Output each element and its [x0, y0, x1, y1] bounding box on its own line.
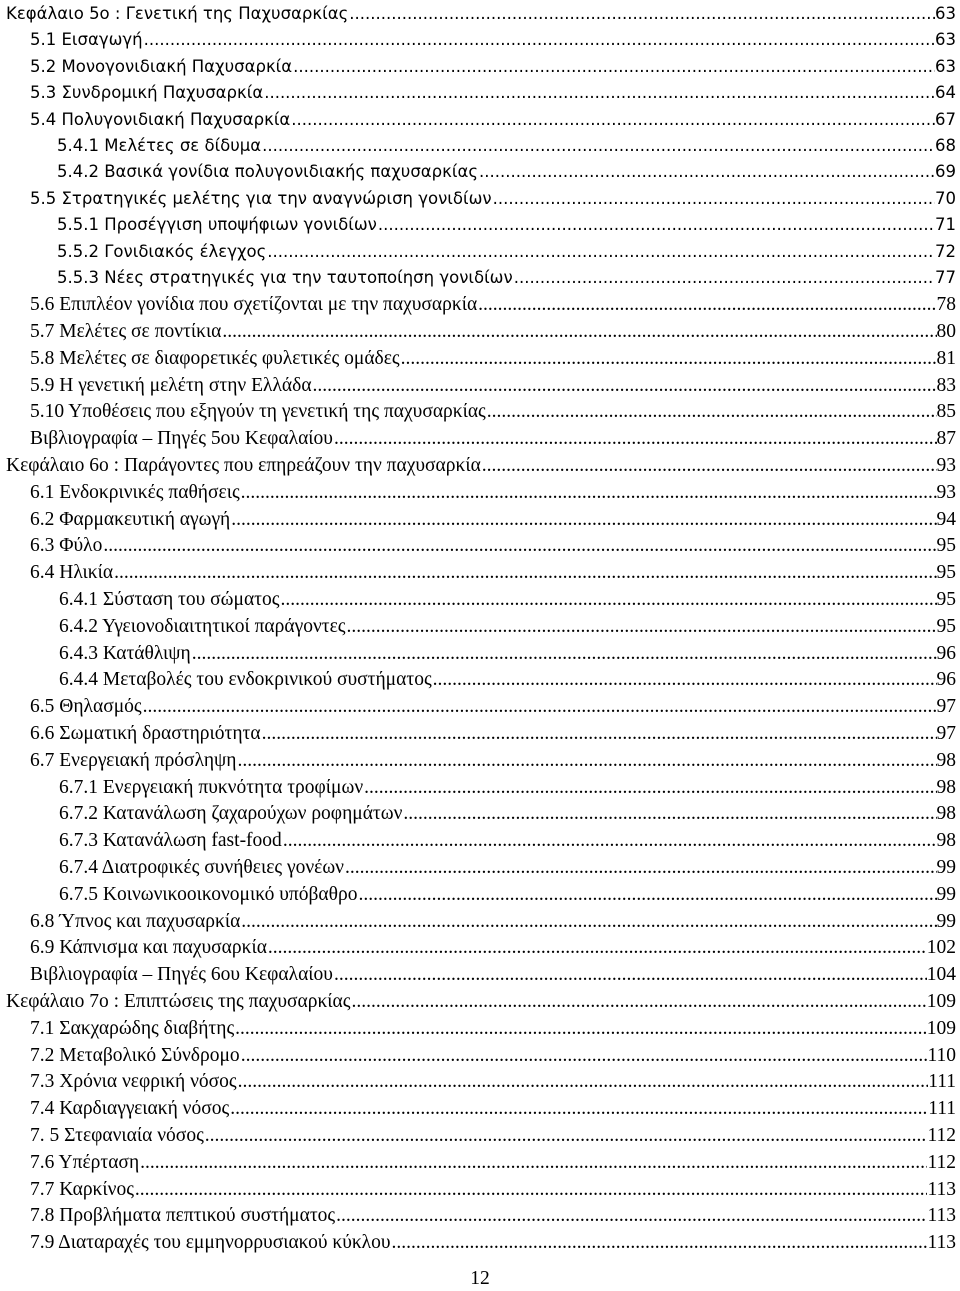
toc-entry-page: 98 [936, 749, 956, 771]
toc-entry-title: 7.8 Προβλήματα πεπτικού συστήματος [30, 1205, 336, 1227]
toc-entry-page: 109 [926, 1017, 956, 1039]
toc-entry-page: 69 [935, 162, 956, 182]
toc-entry-page: 113 [927, 1178, 956, 1200]
toc-dot-leader [391, 1232, 928, 1254]
toc-entry[interactable] [6, 857, 956, 884]
toc-dot-leader [204, 1125, 928, 1147]
toc-entry-title: Βιβλιογραφία – Πηγές 5ου Κεφαλαίου [30, 428, 333, 450]
toc-entry[interactable] [6, 428, 956, 455]
toc-entry[interactable] [6, 509, 956, 536]
toc-dot-leader [486, 401, 937, 423]
toc-entry[interactable] [6, 215, 956, 241]
toc-entry-title: 7.6 Υπέρταση [30, 1151, 140, 1173]
toc-entry-page: 97 [936, 723, 956, 745]
toc-dot-leader [143, 30, 935, 49]
toc-entry[interactable] [6, 401, 956, 428]
toc-entry[interactable] [6, 1179, 956, 1206]
toc-dot-leader [267, 937, 927, 959]
toc-entry-title: 5.5.2 Γονιδιακός έλεγχος [57, 241, 267, 261]
toc-entry-title: 7.2 Μεταβολικό Σύνδρομο [30, 1044, 240, 1066]
toc-dot-leader [230, 509, 936, 531]
toc-entry-page: 112 [927, 1151, 956, 1173]
toc-dot-leader [481, 455, 937, 477]
toc-entry[interactable] [6, 1018, 956, 1045]
toc-entry-page: 63 [935, 56, 956, 76]
toc-entry-title: 6.8 Ύπνος και παχυσαρκία [30, 910, 241, 932]
toc-entry[interactable] [6, 803, 956, 830]
toc-entry-title: 5.5.1 Προσέγγιση υποψήφιων γονιδίων [57, 215, 377, 235]
toc-dot-leader [266, 242, 935, 261]
toc-entry[interactable] [6, 268, 956, 294]
toc-dot-leader [240, 911, 936, 933]
toc-entry-title: 6.7.5 Κοινωνικοοικονομικό υπόβαθρο [59, 883, 358, 905]
toc-entry-page: 96 [936, 669, 956, 691]
toc-entry-title: 5.5.3 Νέες στρατηγικές για την ταυτοποίηση γονιδίων [57, 267, 513, 287]
toc-dot-leader [357, 884, 936, 906]
toc-dot-leader [142, 696, 937, 718]
toc-entry-page: 96 [936, 642, 956, 664]
toc-entry[interactable] [6, 30, 956, 56]
toc-entry-page: 83 [936, 374, 956, 396]
toc-dot-leader [240, 482, 937, 504]
toc-entry-title: 5.1 Εισαγωγή [30, 30, 143, 50]
toc-entry-title: 6.7.2 Κατανάλωση ζαχαρούχων ροφημάτων [59, 803, 403, 825]
toc-dot-leader [348, 4, 935, 23]
toc-entry[interactable] [6, 723, 956, 750]
toc-dot-leader [290, 110, 935, 129]
toc-entry[interactable] [6, 1152, 956, 1179]
toc-entry[interactable] [6, 937, 956, 964]
toc-entry[interactable] [6, 321, 956, 348]
toc-entry-title: Βιβλιογραφία – Πηγές 6ου Κεφαλαίου [30, 964, 333, 986]
toc-entry-page: 63 [935, 30, 956, 50]
toc-dot-leader [513, 268, 935, 287]
toc-dot-leader [478, 162, 935, 181]
toc-entry-page: 95 [936, 615, 956, 637]
toc-entry-title: Κεφάλαιο 5ο : Γενετική της Παχυσαρκίας [6, 4, 349, 23]
toc-entry-page: 94 [936, 508, 956, 530]
toc-entry-page: 98 [936, 830, 956, 852]
toc-entry-title: 6.7.3 Κατανάλωση fast-food [59, 830, 282, 852]
toc-entry[interactable] [6, 669, 956, 696]
toc-entry-title: 6.5 Θηλασμός [30, 696, 142, 718]
toc-entry-title: 6.2 Φαρμακευτική αγωγή [30, 508, 231, 530]
toc-dot-leader [240, 1045, 928, 1067]
toc-entry-title: 5.10 Υποθέσεις που εξηγούν τη γενετική της παχυσαρκίας [30, 401, 486, 423]
toc-entry-title: 7.1 Σακχαρώδης διαβήτης [30, 1017, 235, 1039]
toc-dot-leader [236, 750, 936, 772]
toc-dot-leader [363, 777, 936, 799]
toc-dot-leader [351, 991, 927, 1013]
toc-dot-leader [134, 1179, 928, 1201]
toc-entry[interactable] [6, 1125, 956, 1152]
toc-entry[interactable] [6, 455, 956, 482]
toc-entry-page: 95 [936, 535, 956, 557]
toc-entry-page: 95 [936, 562, 956, 584]
toc-dot-leader [237, 1071, 929, 1093]
toc-dot-leader [261, 136, 935, 155]
toc-entry[interactable] [6, 830, 956, 857]
toc-entry-title: Κεφάλαιο 7ο : Επιπτώσεις της παχυσαρκίας [6, 991, 351, 1013]
toc-entry-page: 98 [936, 776, 956, 798]
toc-entry-page: 77 [935, 267, 956, 287]
toc-entry-title: 6.4.2 Υγειονοδιαιτητικοί παράγοντες [59, 615, 346, 637]
toc-entry[interactable] [6, 162, 956, 188]
toc-entry-page: 67 [935, 109, 956, 129]
toc-entry[interactable] [6, 535, 956, 562]
toc-dot-leader [261, 723, 937, 745]
toc-entry-page: 80 [936, 321, 956, 343]
toc-dot-leader [492, 189, 935, 208]
toc-entry[interactable] [6, 1205, 956, 1232]
toc-entry[interactable] [6, 482, 956, 509]
toc-entry-page: 78 [936, 294, 956, 316]
toc-entry-title: 5.9 Η γενετική μελέτη στην Ελλάδα [30, 374, 312, 396]
toc-entry-page: 113 [927, 1205, 956, 1227]
toc-dot-leader [229, 1098, 928, 1120]
toc-entry[interactable] [6, 136, 956, 162]
toc-entry[interactable] [6, 1045, 956, 1072]
toc-entry-page: 85 [936, 401, 956, 423]
toc-entry-title: 6.7.4 Διατροφικές συνήθειες γονέων [59, 857, 344, 879]
toc-entry-page: 63 [935, 4, 956, 23]
toc-entry[interactable] [6, 562, 956, 589]
toc-entry[interactable] [6, 1071, 956, 1098]
toc-entry-page: 87 [936, 428, 956, 450]
toc-entry[interactable] [6, 1232, 956, 1259]
toc-entry[interactable] [6, 589, 956, 616]
toc-entry[interactable] [6, 294, 956, 321]
toc-entry-page: 111 [928, 1098, 956, 1120]
toc-entry-page: 98 [936, 803, 956, 825]
toc-entry-title: 6.3 Φύλο [30, 535, 103, 557]
toc-entry-page: 102 [926, 937, 956, 959]
toc-entry-title: 7.4 Καρδιαγγειακή νόσος [30, 1098, 230, 1120]
toc-entry-title: 5.4.1 Μελέτες σε δίδυμα [57, 135, 262, 155]
toc-dot-leader [221, 321, 936, 343]
toc-entry[interactable] [6, 189, 956, 215]
toc-entry[interactable] [6, 750, 956, 777]
toc-entry[interactable] [6, 57, 956, 83]
toc-entry-title: 6.6 Σωματική δραστηριότητα [30, 723, 261, 745]
toc-entry-page: 99 [936, 857, 956, 879]
toc-entry-page: 113 [927, 1232, 956, 1254]
toc-entry[interactable] [6, 110, 956, 136]
toc-entry[interactable] [6, 777, 956, 804]
toc-entry[interactable] [6, 696, 956, 723]
toc-entry-title: 5.3 Συνδρομική Παχυσαρκία [30, 83, 264, 103]
toc-dot-leader [292, 57, 935, 76]
toc-entry-page: 70 [935, 188, 956, 208]
toc-entry[interactable] [6, 1098, 956, 1125]
toc-dot-leader [312, 375, 937, 397]
toc-entry[interactable] [6, 884, 956, 911]
toc-entry-title: 6.1 Ενδοκρινικές παθήσεις [30, 481, 240, 503]
toc-entry-page: 93 [936, 481, 956, 503]
toc-dot-leader [139, 1152, 927, 1174]
toc-entry-title: 6.4.3 Κατάθλιψη [59, 642, 191, 664]
toc-entry-title: 5.2 Μονογονιδιακή Παχυσαρκία [30, 56, 293, 76]
toc-entry-title: 6.4.4 Μεταβολές του ενδοκρινικού συστήματος [59, 669, 432, 691]
toc-entry-title: 7.7 Καρκίνος [30, 1178, 134, 1200]
page-number: 12 [470, 1268, 490, 1289]
toc-entry[interactable] [6, 242, 956, 268]
toc-dot-leader [400, 348, 937, 370]
toc-entry-page: 81 [936, 347, 956, 369]
toc-entry-page: 72 [935, 241, 956, 261]
toc-dot-leader [113, 562, 936, 584]
toc-dot-leader [432, 669, 937, 691]
toc-dot-leader [477, 294, 936, 316]
toc-entry[interactable] [6, 83, 956, 109]
toc-entry[interactable] [6, 643, 956, 670]
toc-dot-leader [402, 803, 936, 825]
toc-dot-leader [191, 643, 937, 665]
toc-entry[interactable] [6, 964, 956, 991]
toc-entry-title: Κεφάλαιο 6ο : Παράγοντες που επηρεάζουν την παχυσαρκία [6, 455, 481, 477]
toc-entry-page: 99 [936, 910, 956, 932]
toc-dot-leader [263, 83, 935, 102]
toc-entry[interactable] [6, 616, 956, 643]
toc-entry[interactable] [6, 375, 956, 402]
toc-entry-title: 5.4 Πολυγονιδιακή Παχυσαρκία [30, 109, 291, 129]
toc-dot-leader [377, 215, 935, 234]
toc-entry[interactable] [6, 991, 956, 1018]
toc-entry-title: 6.7.1 Ενεργειακή πυκνότητα τροφίμων [59, 776, 364, 798]
toc-entry-page: 68 [935, 135, 956, 155]
toc-dot-leader [102, 535, 936, 557]
toc-entry-page: 112 [927, 1125, 956, 1146]
toc-entry-page: 97 [936, 696, 956, 718]
toc-dot-leader [335, 1205, 927, 1227]
toc-entry-page: 104 [926, 964, 956, 986]
toc-entry-title: 6.9 Κάπνισμα και παχυσαρκία [30, 937, 267, 959]
toc-dot-leader [282, 830, 937, 852]
toc-entry[interactable] [6, 348, 956, 375]
toc-entry-page: 64 [935, 83, 956, 103]
toc-entry-page: 93 [936, 455, 956, 477]
toc-entry-page: 110 [927, 1044, 956, 1066]
toc-entry[interactable] [6, 911, 956, 938]
toc-entry-title: 7.9 Διαταραχές του εμμηνορρυσιακού κύκλου [30, 1232, 391, 1254]
toc-dot-leader [346, 616, 937, 638]
toc-entry-title: 5.6 Επιπλέον γονίδια που σχετίζονται με την παχυσαρκία [30, 294, 478, 316]
toc-dot-leader [333, 964, 927, 986]
toc-entry-title: 6.7 Ενεργειακή πρόσληψη [30, 749, 237, 771]
toc-entry-title: 6.4 Ηλικία [30, 562, 114, 584]
toc-entry-page: 95 [936, 589, 956, 611]
table-of-contents [6, 4, 956, 1259]
toc-dot-leader [234, 1018, 927, 1040]
toc-dot-leader [279, 589, 936, 611]
toc-entry-page: 71 [935, 215, 956, 235]
toc-entry-title: 5.7 Μελέτες σε ποντίκια [30, 321, 222, 343]
toc-entry-page: 111 [928, 1071, 956, 1093]
toc-entry-title: 5.5 Στρατηγικές μελέτης για την αναγνώριση γονιδίων [30, 188, 492, 208]
toc-entry-title: 7.3 Χρόνια νεφρική νόσος [30, 1071, 237, 1093]
toc-entry-title: 7. 5 Στεφανιαία νόσος [30, 1125, 204, 1146]
toc-entry-title: 6.4.1 Σύσταση του σώματος [59, 589, 280, 611]
toc-dot-leader [333, 428, 937, 450]
toc-entry[interactable] [6, 4, 956, 30]
toc-dot-leader [344, 857, 937, 879]
toc-entry-page: 99 [936, 883, 956, 905]
toc-entry-title: 5.8 Μελέτες σε διαφορετικές φυλετικές ομάδες [30, 347, 400, 369]
toc-entry-page: 109 [926, 991, 956, 1013]
toc-entry-title: 5.4.2 Βασικά γονίδια πολυγονιδιακής παχυσαρκίας [57, 162, 478, 182]
